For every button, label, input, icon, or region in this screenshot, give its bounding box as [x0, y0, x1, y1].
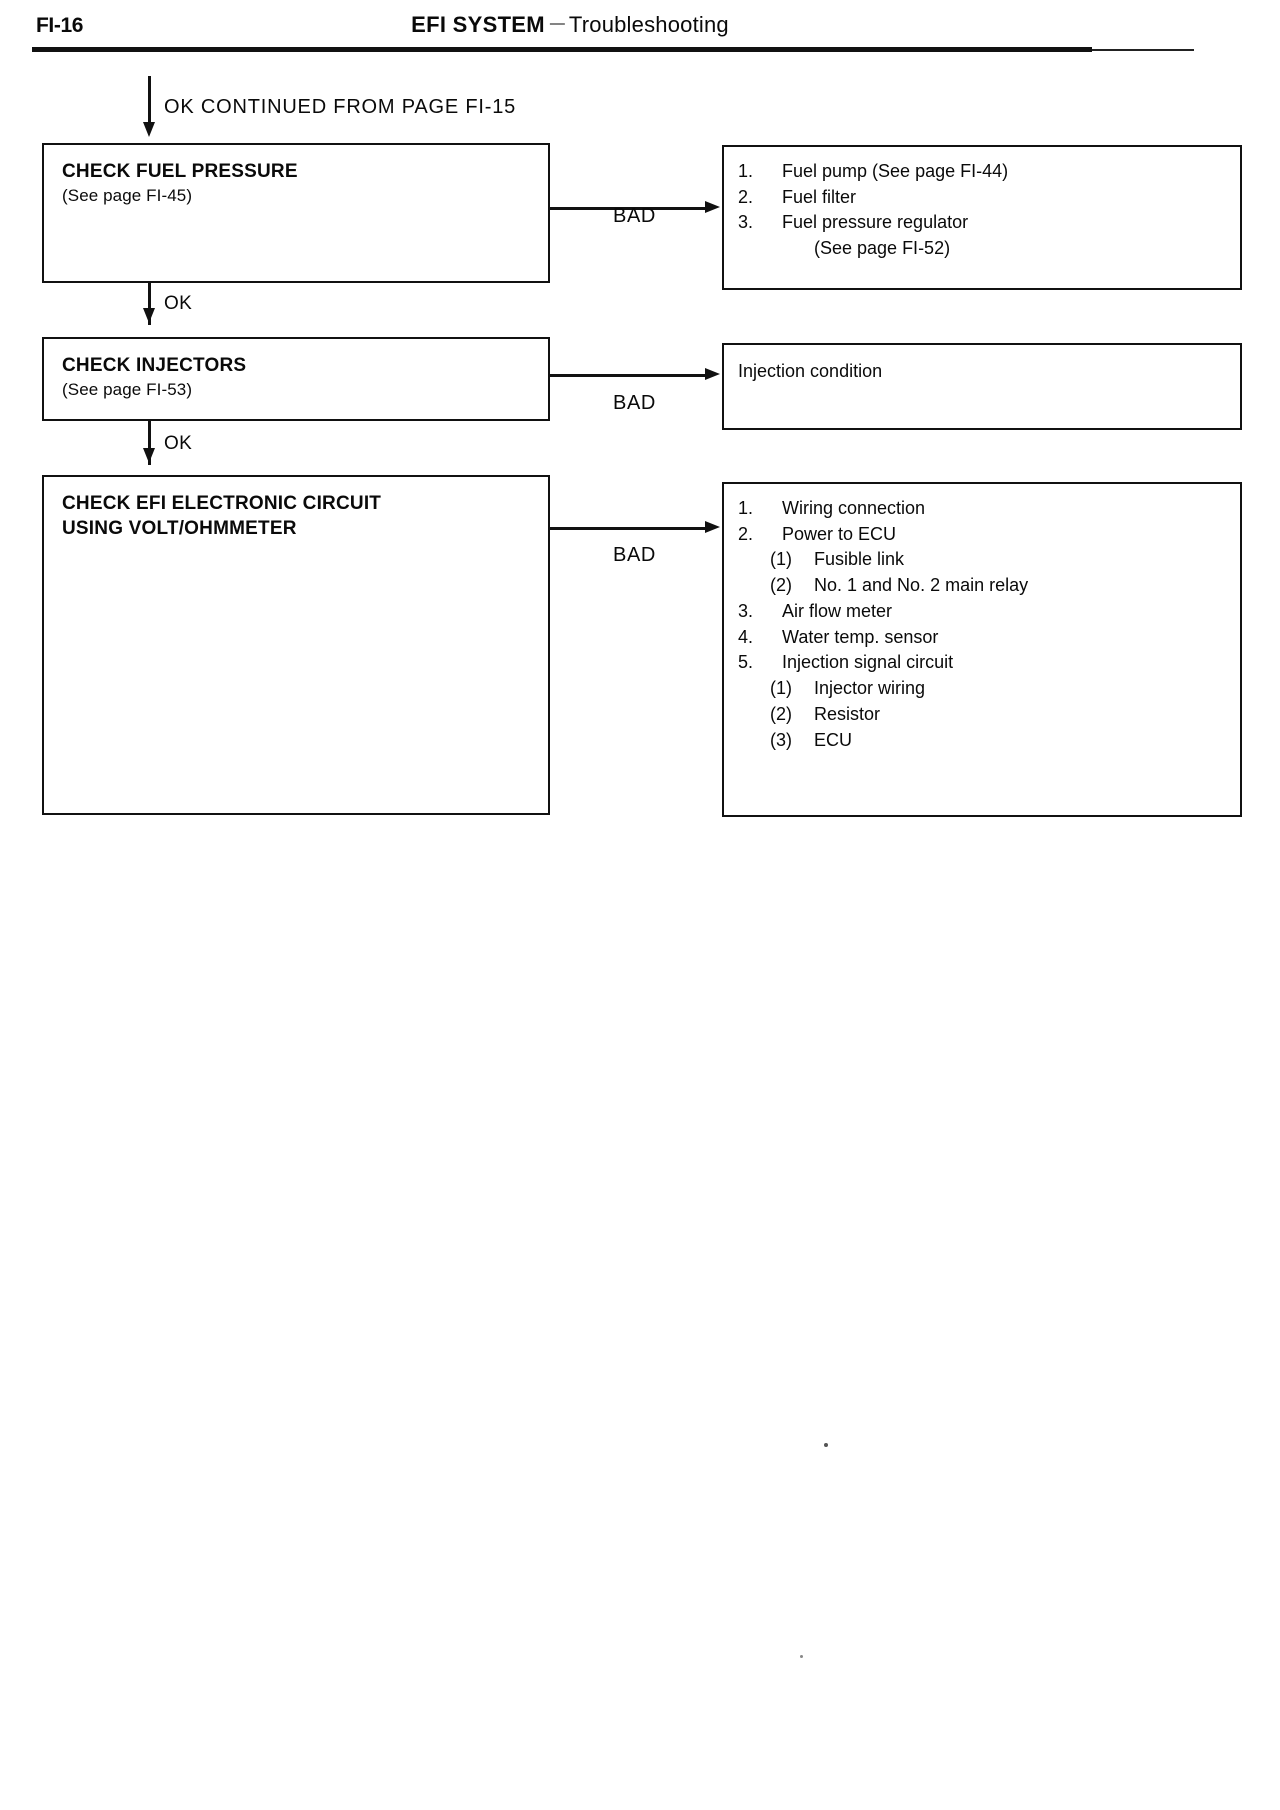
list-item — [738, 210, 1230, 236]
edge-label-bad-2: BAD — [613, 392, 656, 414]
result-box-fuel-pressure-causes[interactable] — [722, 145, 1242, 290]
list-item — [738, 522, 1230, 548]
list-item-number: 3. — [738, 212, 754, 233]
step-title-line-2: USING VOLT/OHMMETER — [62, 518, 297, 540]
list-item-number: 2. — [738, 523, 754, 544]
list-subitem-number: (2) — [770, 703, 792, 724]
bad-connector-arrowhead-3 — [705, 521, 720, 533]
result-box-injection-condition[interactable] — [722, 343, 1242, 430]
list-item-text: (See page FI-52) — [814, 238, 951, 259]
result-list-3 — [738, 496, 1230, 753]
scan-speck — [800, 1655, 803, 1658]
list-subitem — [738, 702, 1230, 728]
list-item — [738, 599, 1230, 625]
list-subitem — [738, 728, 1230, 754]
entry-connector-arrowhead — [143, 122, 155, 137]
entry-connector-line — [148, 76, 151, 128]
result-text: Injection condition — [738, 361, 883, 381]
bad-connector-line-3 — [550, 527, 708, 530]
list-item-text: Air flow meter — [782, 600, 893, 621]
page-title-separator: — — [549, 15, 564, 32]
list-item — [738, 650, 1230, 676]
list-item-text: Wiring connection — [782, 498, 926, 518]
ok-connector-arrowhead-2 — [143, 448, 155, 463]
edge-label-bad-1: BAD — [613, 205, 656, 227]
entry-label: OK CONTINUED FROM PAGE FI-15 — [164, 96, 517, 118]
list-item — [738, 159, 1230, 185]
edge-label-ok-2: OK — [164, 433, 193, 454]
list-subitem — [738, 676, 1230, 702]
list-item-text: Fuel pump (See page FI-44) — [782, 161, 1009, 181]
list-subitem — [738, 573, 1230, 599]
step-box-check-injectors[interactable] — [42, 337, 550, 421]
list-item-text: Injection signal circuit — [782, 652, 954, 673]
list-subitem-number: (1) — [770, 549, 792, 570]
list-item-number: 4. — [738, 626, 754, 647]
step-subtitle: (See page FI-45) — [62, 186, 193, 206]
step-title: CHECK FUEL PRESSURE — [62, 161, 298, 182]
step-box-content — [44, 145, 548, 216]
list-item — [738, 625, 1230, 651]
list-subitem-number: (2) — [770, 575, 792, 596]
list-subitem-number: (3) — [770, 729, 792, 750]
result-box-content — [724, 147, 1240, 270]
list-subitem-number: (1) — [770, 678, 792, 699]
bad-connector-arrowhead-2 — [705, 368, 720, 380]
step-box-check-efi-electronic-circuit[interactable] — [42, 475, 550, 815]
list-item-number: 2. — [738, 186, 754, 207]
edge-label-ok-1: OK — [164, 293, 193, 314]
page-number: FI-16 — [36, 14, 84, 37]
list-item-number: 3. — [738, 600, 754, 621]
bad-connector-arrowhead-1 — [705, 201, 720, 213]
list-subitem — [738, 547, 1230, 573]
list-subitem-text: Resistor — [814, 703, 881, 724]
list-item-text: Fuel filter — [782, 186, 857, 207]
list-item-text: Power to ECU — [782, 523, 897, 544]
list-subitem-text: No. 1 and No. 2 main relay — [814, 575, 1029, 596]
list-subitem-text: Injector wiring — [814, 678, 926, 699]
list-item-text: Water temp. sensor — [782, 626, 939, 647]
result-box-efi-circuit-causes[interactable] — [722, 482, 1242, 817]
list-item-number: 1. — [738, 161, 754, 181]
step-title-line-1: CHECK EFI ELECTRONIC CIRCUIT — [62, 493, 382, 514]
list-item — [738, 185, 1230, 211]
ok-connector-arrowhead-1 — [143, 308, 155, 323]
step-subtitle: (See page FI-53) — [62, 380, 193, 400]
result-box-content — [724, 484, 1240, 761]
list-item — [738, 496, 1230, 522]
list-item-number: 1. — [738, 498, 754, 518]
list-subitem-text: Fusible link — [814, 549, 905, 570]
list-item-text: Fuel pressure regulator — [782, 212, 969, 233]
result-list-1 — [738, 159, 1230, 262]
edge-label-bad-3: BAD — [613, 544, 656, 566]
list-subitem-text: ECU — [814, 729, 853, 750]
bad-connector-line-2 — [550, 374, 708, 377]
list-item-number: 5. — [738, 652, 754, 673]
page-title-main: EFI SYSTEM — [411, 12, 545, 37]
step-box-content — [44, 339, 548, 410]
list-item-continuation — [738, 236, 1230, 262]
step-box-content — [44, 477, 548, 551]
scan-speck — [824, 1443, 828, 1447]
page-title-subtitle: Troubleshooting — [568, 12, 729, 37]
step-box-check-fuel-pressure[interactable] — [42, 143, 550, 283]
result-box-content — [724, 345, 1240, 392]
step-title: CHECK INJECTORS — [62, 355, 247, 376]
